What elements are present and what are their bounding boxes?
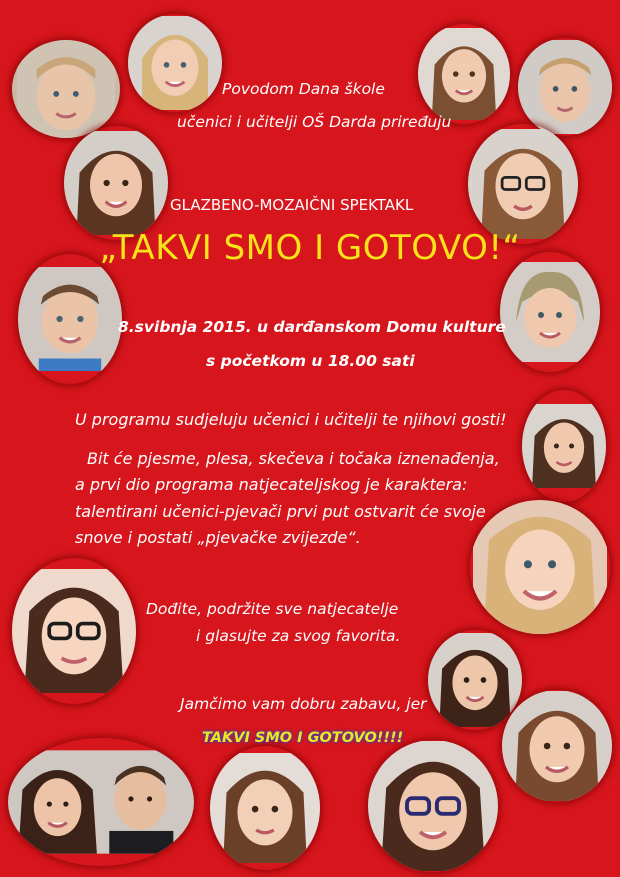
student-photo-girl-mid-right (522, 390, 606, 502)
event-subtitle: GLAZBENO-MOZAIČNI SPEKTAKL (170, 196, 414, 214)
student-photo-boy-left (18, 254, 122, 384)
student-photo-girl-bottom-center (210, 746, 320, 870)
final-slogan: TAKVI SMO I GOTOVO!!!! (202, 730, 404, 746)
intro-line-2: učenici i učitelji OŠ Darda priređuju (177, 113, 452, 131)
student-photo-girl-top-right (418, 24, 510, 124)
student-photo-girl-lower-right (428, 630, 522, 730)
student-photo-girl-blonde-right (470, 500, 610, 634)
body-line-2: Bit će pjesme, plesa, skečeva i točaka iznenađenja, (87, 449, 500, 468)
student-photo-girl-glasses-right (468, 124, 578, 244)
event-time: s početkom u 18.00 sati (206, 352, 415, 370)
student-photo-girl-glasses-left (12, 558, 136, 704)
student-photo-girl-glasses-bottom (368, 740, 498, 872)
student-photo-girl-bottom-right (502, 690, 612, 802)
closing-line: Jamčimo vam dobru zabavu, jer (180, 695, 427, 713)
student-photo-girl-short-hair-right (500, 252, 600, 372)
event-date: 8.svibnja 2015. u darđanskom Domu kulture (118, 318, 506, 336)
body-line-5: snove i postati „pjevačke zvijezde“. (75, 528, 361, 547)
call-line-1: Dođite, podržite sve natjecatelje (146, 600, 399, 618)
student-photo-boy-top-left (12, 40, 120, 138)
body-line-3: a prvi dio programa natjecateljskog je karaktera: (75, 475, 468, 494)
student-photo-pair-bottom-left (8, 738, 194, 866)
student-photo-boy-top-right (518, 38, 612, 136)
body-line-4: talentirani učenici-pjevači prvi put ostvarit će svoje (75, 502, 486, 521)
intro-line-1: Povodom Dana škole (222, 80, 385, 98)
student-photo-girl-top (128, 14, 222, 112)
call-line-2: i glasujte za svog favorita. (196, 627, 401, 645)
body-line-1: U programu sudjeluju učenici i učitelji te njihovi gosti! (75, 410, 507, 429)
student-photo-girl-left (64, 126, 168, 240)
event-title: „TAKVI SMO I GOTOVO!“ (99, 228, 521, 268)
